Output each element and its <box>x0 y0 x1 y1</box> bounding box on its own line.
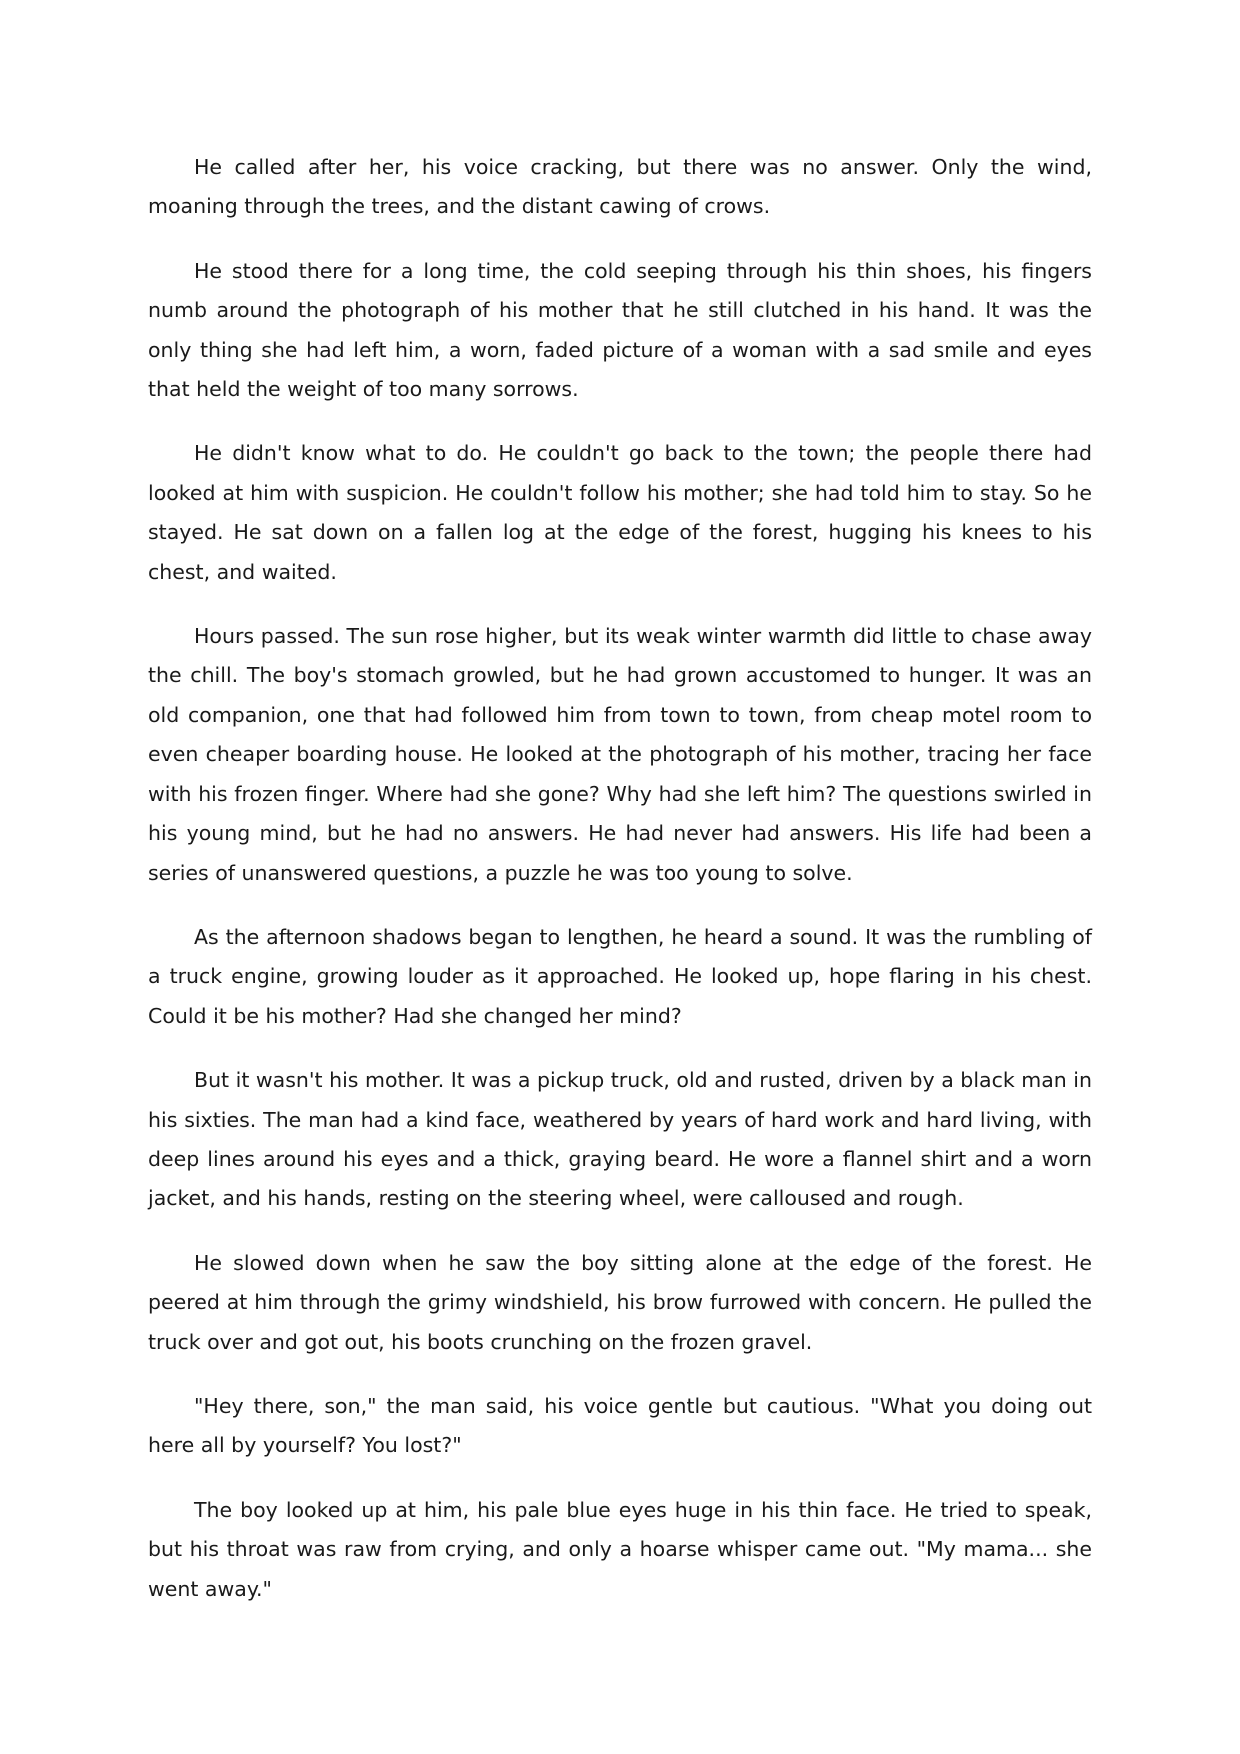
paragraph: "Hey there, son," the man said, his voice gentle but cautious. "What you doing out here all by yourself? You lost?" <box>148 1393 1092 1458</box>
paragraph: He stood there for a long time, the cold seeping through his thin shoes, his fingers numb around the photograph of his mother that he still clutched in his hand. It was the only thing she had left him, a worn, faded picture of a woman with a sad smile and eyes that held the weight of too many sorrows. <box>148 258 1092 402</box>
body-text <box>148 148 1092 1634</box>
paragraph: As the afternoon shadows began to lengthen, he heard a sound. It was the rumbling of a truck engine, growing louder as it approached. He looked up, hope flaring in his chest. Could it be his mother? Had she changed her mind? <box>148 924 1092 1028</box>
paragraph: The boy looked up at him, his pale blue eyes huge in his thin face. He tried to speak, but his throat was raw from crying, and only a hoarse whisper came out. "My mama... she went away." <box>148 1497 1092 1601</box>
paragraph: Hours passed. The sun rose higher, but its weak winter warmth did little to chase away the chill. The boy's stomach growled, but he had grown accustomed to hunger. It was an old companion, one that had followed him from town to town, from cheap motel room to even cheaper boarding house. He looked at the photograph of his mother, tracing her face with his frozen finger. Where had she gone? Why had she left him? The questions swirled in his young mind, but he had no answers. He had never had answers. His life had been a series of unanswered questions, a puzzle he was too young to solve. <box>148 624 1092 885</box>
paragraph: He slowed down when he saw the boy sitting alone at the edge of the forest. He peered at him through the grimy windshield, his brow furrowed with concern. He pulled the truck over and got out, his boots crunching on the frozen gravel. <box>148 1250 1092 1354</box>
paragraph: He didn't know what to do. He couldn't go back to the town; the people there had looked at him with suspicion. He couldn't follow his mother; she had told him to stay. So he stayed. He sat down on a fallen log at the edge of the forest, hugging his knees to his chest, and waited. <box>148 441 1092 584</box>
paragraph: He called after her, his voice cracking, but there was no answer. Only the wind, moaning through the trees, and the distant cawing of crows. <box>148 155 1092 219</box>
paragraph: But it wasn't his mother. It was a pickup truck, old and rusted, driven by a black man in his sixties. The man had a kind face, weathered by years of hard work and hard living, with deep lines around his eyes and a thick, graying beard. He wore a flannel shirt and a worn jacket, and his hands, resting on the steering wheel, were calloused and rough. <box>148 1068 1092 1211</box>
